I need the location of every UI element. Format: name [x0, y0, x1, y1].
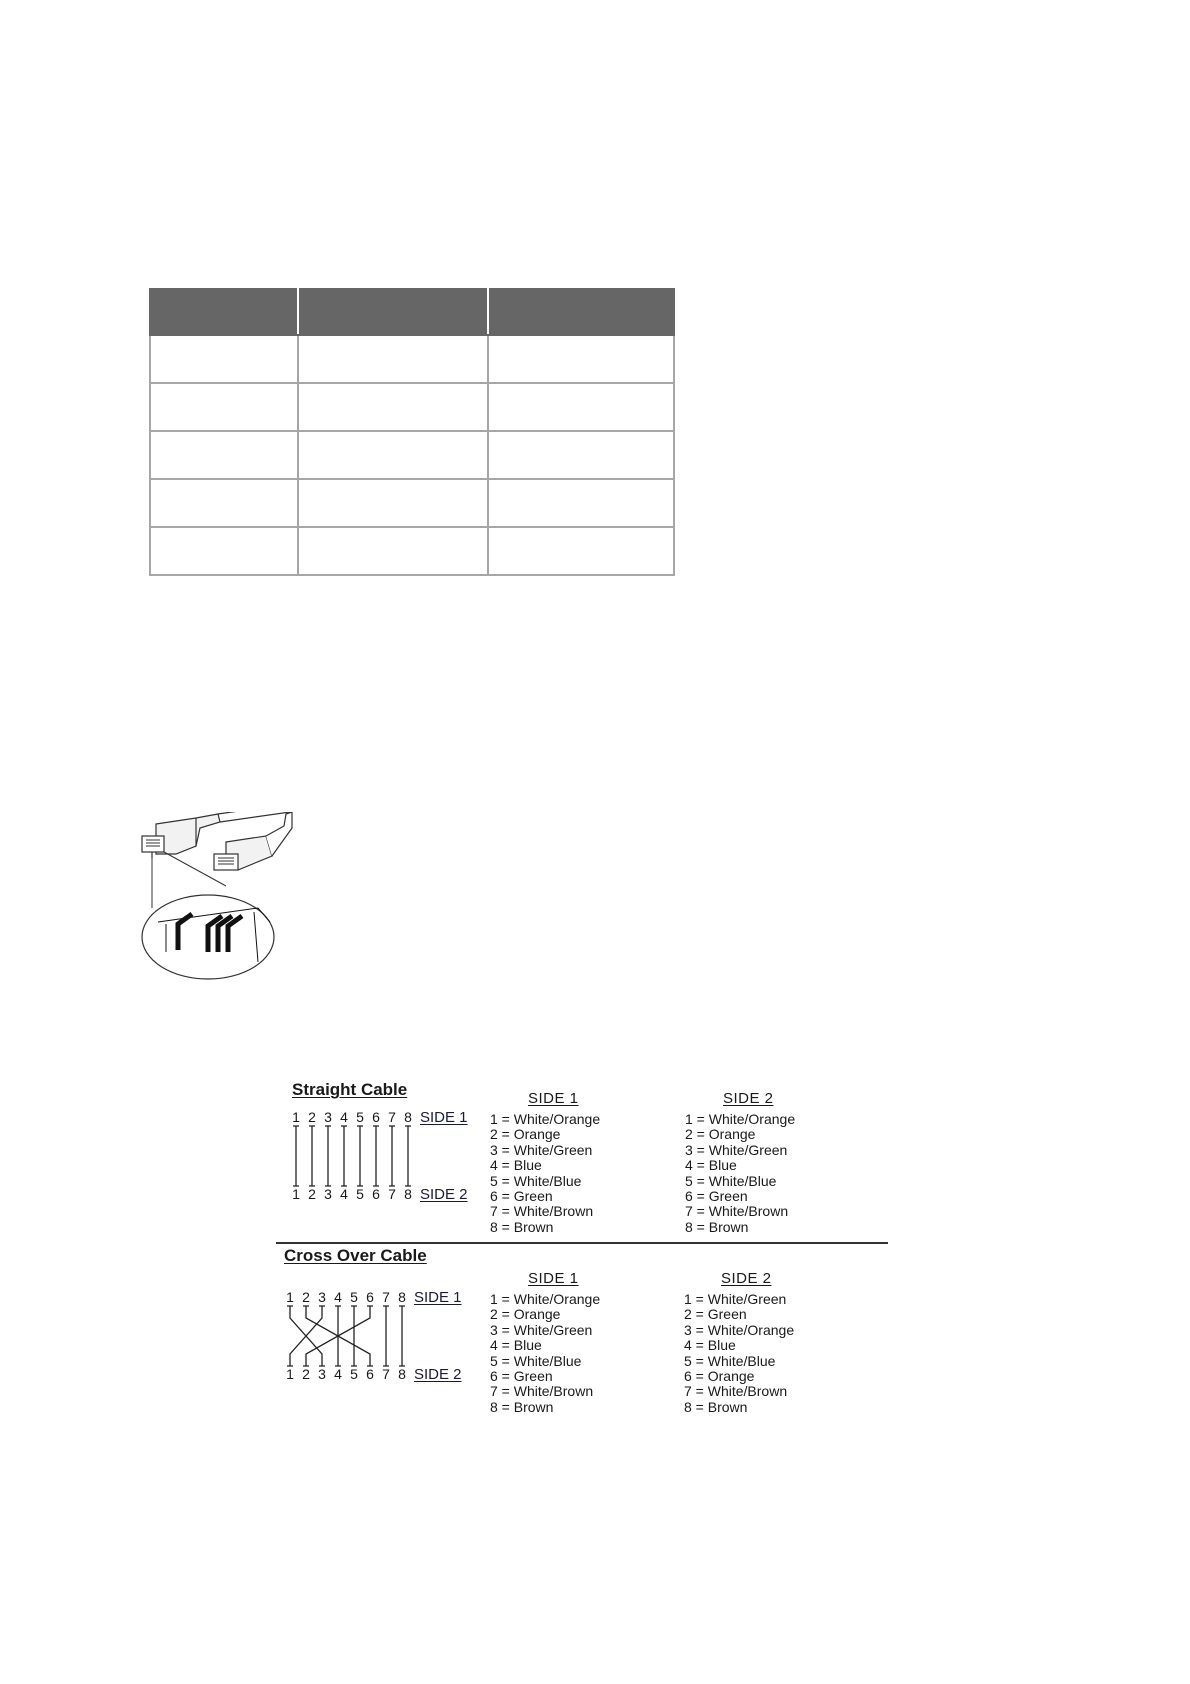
straight-side2-list [685, 1112, 795, 1235]
table-cell [488, 431, 674, 479]
table-cell [150, 431, 298, 479]
list-item: 5 = White/Blue [490, 1352, 582, 1369]
table-cell [150, 527, 298, 575]
pin-number: 2 [302, 1289, 310, 1305]
pin-number: 6 [372, 1109, 380, 1125]
pin-number: 6 [372, 1186, 380, 1202]
list-item: 1 = White/Orange [490, 1111, 601, 1127]
table-cell [298, 479, 488, 527]
wire-line [325, 1126, 331, 1186]
straight-side2-label: SIDE 2 [420, 1186, 468, 1203]
straight-side1-label: SIDE 1 [420, 1109, 468, 1126]
list-item: 2 = Orange [490, 1126, 561, 1143]
pin-number: 3 [318, 1366, 326, 1382]
pin-number: 8 [398, 1366, 406, 1382]
pin-number: 8 [404, 1186, 412, 1202]
list-item: 2 = Orange [685, 1126, 756, 1143]
list-item: 6 = Green [685, 1188, 748, 1205]
wire-line [293, 1126, 299, 1186]
wire-diagram [280, 1078, 480, 1398]
list-item: 8 = Brown [490, 1398, 554, 1415]
pin-number: 1 [286, 1366, 294, 1382]
list-item: 6 = Green [490, 1188, 553, 1205]
list-item: 5 = White/Blue [490, 1172, 582, 1189]
list-item: 3 = White/Green [490, 1321, 593, 1338]
pin-number: 7 [388, 1109, 396, 1125]
wiring-diagram [280, 1078, 900, 1438]
table-cell [488, 479, 674, 527]
table-cell [488, 527, 674, 575]
list-item: 1 = White/Orange [490, 1291, 601, 1307]
list-item: 5 = White/Blue [685, 1172, 777, 1189]
crossover-side1-list [490, 1292, 600, 1415]
pin-number: 3 [324, 1186, 332, 1202]
pin-number: 2 [308, 1109, 316, 1125]
table-row [150, 335, 674, 383]
pin-number: 3 [318, 1289, 326, 1305]
list-item: 6 = Green [490, 1368, 553, 1385]
crossover-cable-title: Cross Over Cable [284, 1246, 427, 1265]
list-item: 5 = White/Blue [684, 1352, 776, 1369]
straight-side1-heading: SIDE 1 [528, 1090, 579, 1107]
pin-number: 5 [350, 1289, 358, 1305]
table-header-row [150, 289, 674, 335]
table-cell [298, 431, 488, 479]
pin-number: 5 [356, 1186, 364, 1202]
wire-line [405, 1126, 411, 1186]
table-row [150, 527, 674, 575]
table-row [150, 479, 674, 527]
table-row [150, 383, 674, 431]
crossover-side2-label: SIDE 2 [414, 1366, 462, 1383]
pin-number: 1 [292, 1186, 300, 1202]
list-item: 2 = Green [684, 1306, 747, 1323]
table-header-cell [298, 289, 488, 335]
table-cell [150, 479, 298, 527]
wire-line [389, 1126, 395, 1186]
table-cell [298, 335, 488, 383]
crossover-side2-heading: SIDE 2 [721, 1270, 772, 1287]
straight-side2-heading: SIDE 2 [723, 1090, 774, 1107]
pin-number: 2 [302, 1366, 310, 1382]
list-item: 8 = Brown [684, 1398, 748, 1415]
pin-number: 6 [366, 1366, 374, 1382]
list-item: 4 = Blue [685, 1157, 737, 1174]
list-item: 1 = White/Orange [685, 1111, 796, 1127]
crossover-side1-heading: SIDE 1 [528, 1270, 579, 1287]
pin-number: 7 [382, 1289, 390, 1305]
list-item: 2 = Orange [490, 1306, 561, 1323]
rj45-connector-illustration [138, 812, 298, 982]
list-item: 4 = Blue [684, 1337, 736, 1354]
pin-number: 1 [292, 1109, 300, 1125]
list-item: 3 = White/Orange [684, 1321, 795, 1338]
list-item: 1 = White/Green [684, 1291, 787, 1307]
pin-number: 4 [334, 1289, 342, 1305]
crossover-side1-label: SIDE 1 [414, 1289, 462, 1306]
list-item: 4 = Blue [490, 1157, 542, 1174]
crossover-side2-list [684, 1292, 794, 1415]
table-header-cell [488, 289, 674, 335]
table-cell [298, 383, 488, 431]
spec-table [149, 288, 675, 576]
pin-number: 1 [286, 1289, 294, 1305]
list-item: 3 = White/Green [685, 1141, 788, 1158]
pin-number: 7 [382, 1366, 390, 1382]
table-cell [298, 527, 488, 575]
table-cell [150, 335, 298, 383]
pin-number: 5 [350, 1366, 358, 1382]
straight-side1-list [490, 1112, 600, 1235]
straight-cable-title: Straight Cable [292, 1080, 408, 1099]
crossover-wires [287, 1306, 405, 1366]
wire-line [373, 1126, 379, 1186]
wire-line [309, 1126, 315, 1186]
table-cell [488, 383, 674, 431]
pin-number: 4 [340, 1186, 348, 1202]
table-row [150, 431, 674, 479]
list-item: 3 = White/Green [490, 1141, 593, 1158]
pin-number: 2 [308, 1186, 316, 1202]
pin-number: 6 [366, 1289, 374, 1305]
list-item: 6 = Orange [684, 1368, 755, 1385]
list-item: 7 = White/Brown [685, 1203, 789, 1220]
list-item: 8 = Brown [490, 1218, 554, 1235]
table-header-cell [150, 289, 298, 335]
pin-number: 8 [398, 1289, 406, 1305]
list-item: 7 = White/Brown [490, 1203, 594, 1220]
table-cell [488, 335, 674, 383]
wire-line [357, 1126, 363, 1186]
straight-wires [293, 1126, 411, 1186]
pin-number: 8 [404, 1109, 412, 1125]
pin-number: 3 [324, 1109, 332, 1125]
list-item: 7 = White/Brown [490, 1383, 594, 1400]
pin-number: 5 [356, 1109, 364, 1125]
table-cell [150, 383, 298, 431]
list-item: 7 = White/Brown [684, 1383, 788, 1400]
pin-number: 4 [340, 1109, 348, 1125]
pin-number: 4 [334, 1366, 342, 1382]
list-item: 4 = Blue [490, 1337, 542, 1354]
wire-line [341, 1126, 347, 1186]
list-item: 8 = Brown [685, 1218, 749, 1235]
pin-number: 7 [388, 1186, 396, 1202]
